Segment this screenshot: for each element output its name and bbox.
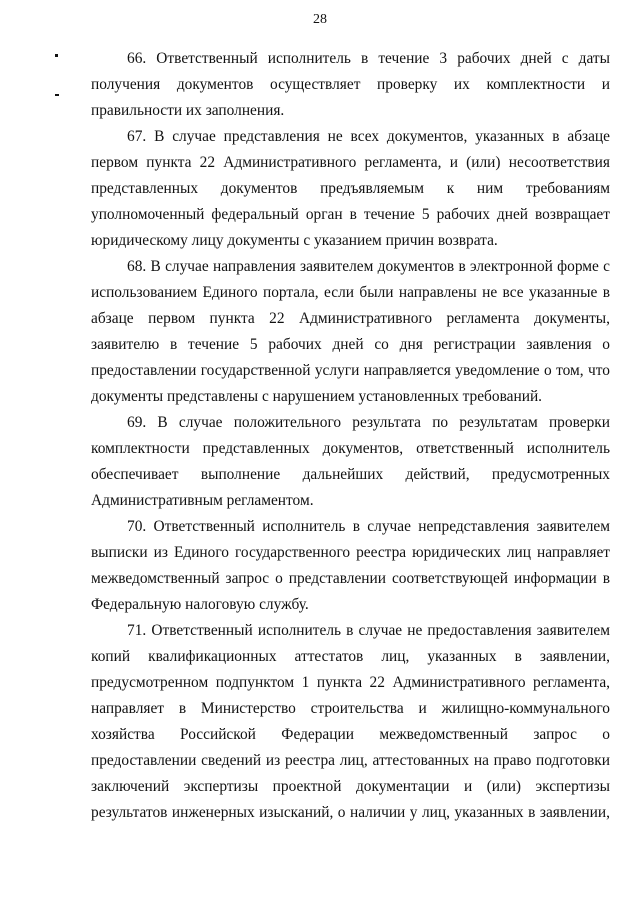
paragraph-67: 67. В случае представления не всех документов, указанных в абзаце первом пункта 22 Административного регламента, и (или) несоответствия представленных документов предъявляемым к ним требованиям уполномоченный федеральный орган в течение 5 рабочих дней возвращает юридическому лицу документы с указанием причин возврата. [91,128,610,249]
paragraph-70: 70. Ответственный исполнитель в случае непредставления заявителем выписки из Единого государственного реестра юридических лиц направляет межведомственный запрос о представлении соответствующей информации в Федеральную налоговую службу. [91,518,610,613]
margin-dash-mark [55,94,59,96]
margin-dot-mark [55,54,58,57]
document-body [91,46,610,826]
paragraph-69: 69. В случае положительного результата по результатам проверки комплектности представленных документов, ответственный исполнитель обеспечивает выполнение дальнейших действий, предусмотренных Административным регламентом. [91,414,610,509]
paragraph-68: 68. В случае направления заявителем документов в электронной форме с использованием Единого портала, если были направлены не все указанные в абзаце первом пункта 22 Административного регламента документы, заявителю в течение 5 рабочих дней со дня регистрации заявления о предоставлении государственной услуги направляется уведомление о том, что документы представлены с нарушением установленных требований. [91,258,610,405]
paragraph-71: 71. Ответственный исполнитель в случае не предоставления заявителем копий квалификационных аттестатов лиц, указанных в заявлении, предусмотренном подпунктом 1 пункта 22 Административного регламента, направляет в Министерство строительства и жилищно-коммунального хозяйства Российской Федерации межведомственный запрос о предоставлении сведений из реестра лиц, аттестованных на право подготовки заключений экспертизы проектной документации и (или) экспертизы результатов инженерных изысканий, о наличии у лиц, указанных в заявлении, [91,622,610,821]
page-number: 28 [313,12,327,27]
paragraph-66: 66. Ответственный исполнитель в течение 3 рабочих дней с даты получения документов осуществляет проверку их комплектности и правильности их заполнения. [91,50,610,119]
